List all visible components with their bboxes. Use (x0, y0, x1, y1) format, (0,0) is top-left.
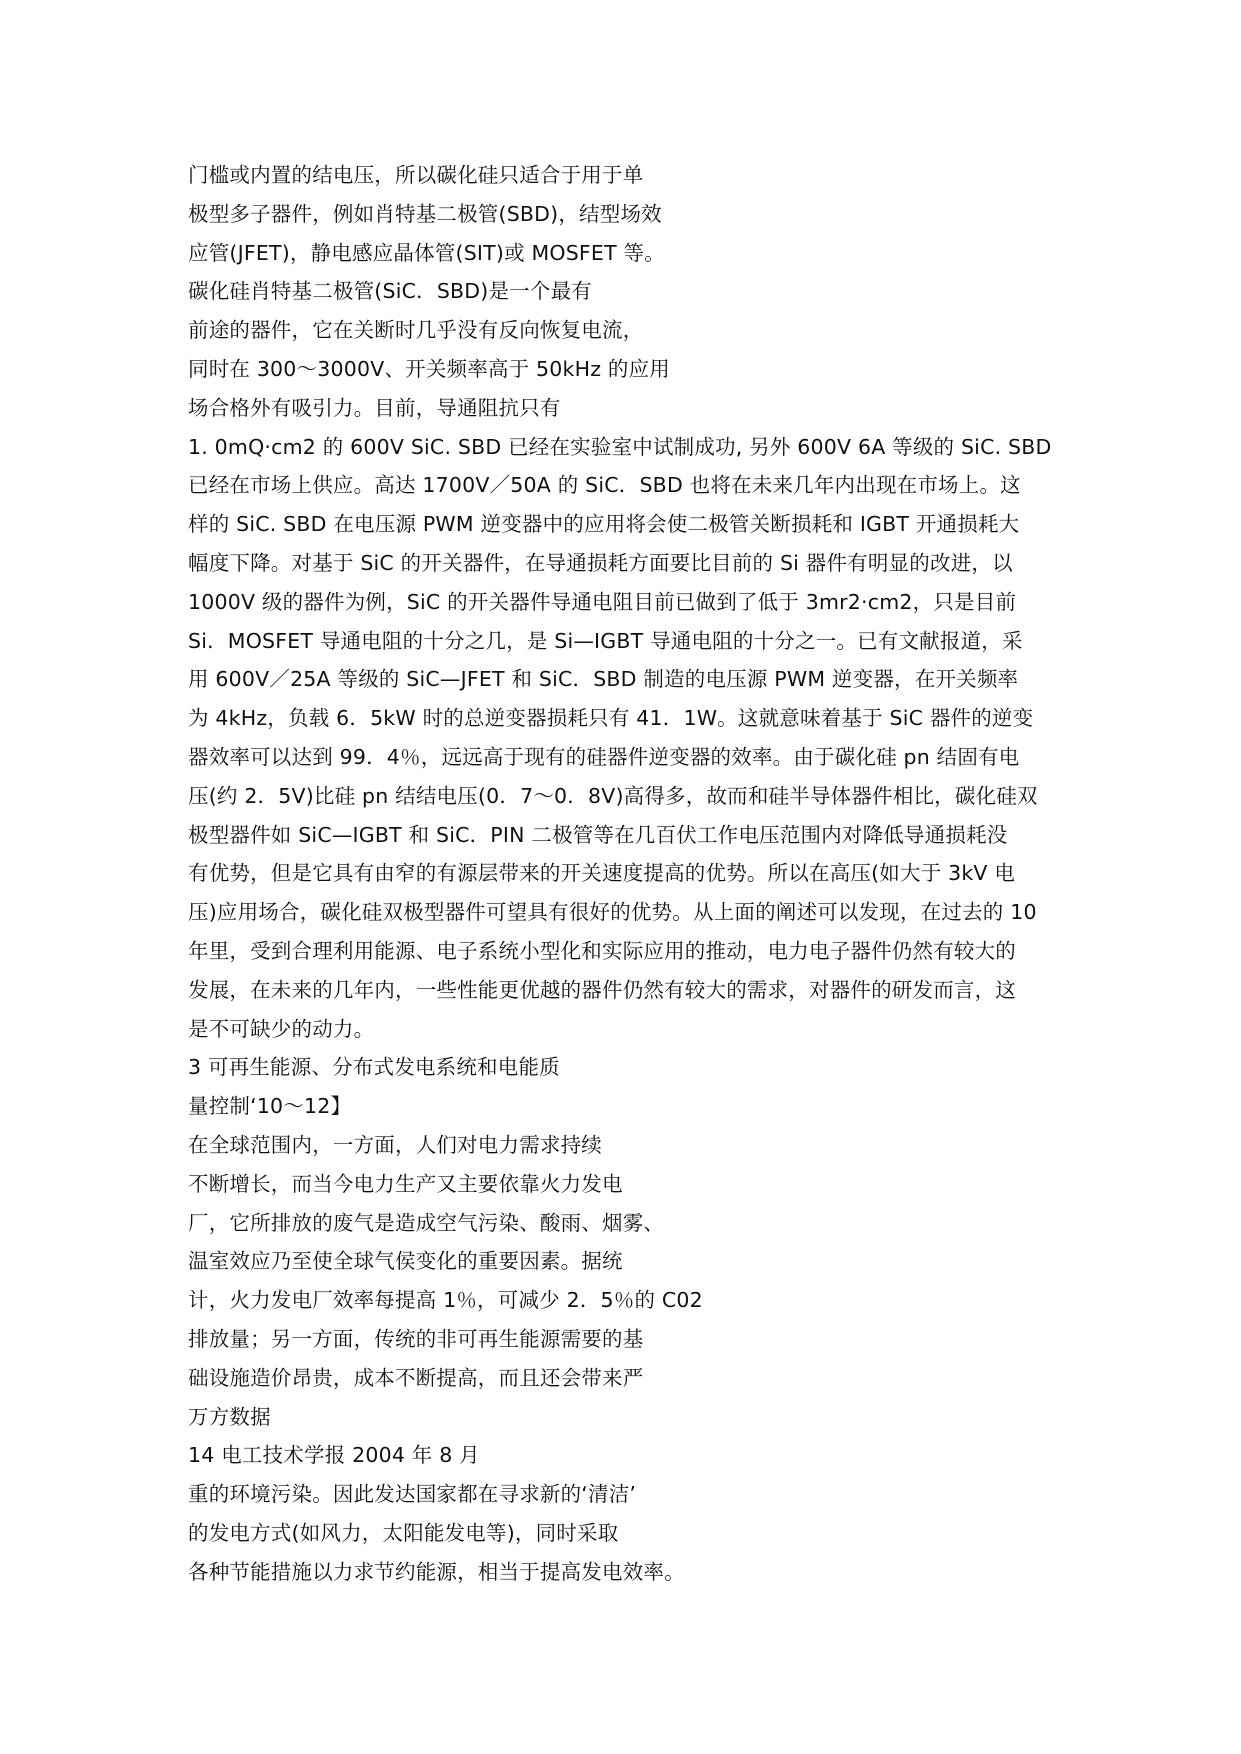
text-line: 排放量；另一方面，传统的非可再生能源需要的基 (188, 1326, 644, 1351)
text-line: 计，火力发电厂效率每提高 1％，可减少 2．5％的 C02 (188, 1288, 703, 1313)
text-line: 发展，在未来的几年内，一些性能更优越的器件仍然有较大的需求，对器件的研发而言，这 (188, 977, 1016, 1002)
text-line: 样的 SiC. SBD 在电压源 PWM 逆变器中的应用将会使二极管关断损耗和 IGBT 开通损耗大 (188, 512, 1020, 537)
text-line: 压)应用场合，碳化硅双极型器件可望具有很好的优势。从上面的阐述可以发现，在过去的 10 (188, 900, 1037, 925)
text-line: 厂，它所排放的废气是造成空气污染、酸雨、烟雾、 (188, 1210, 665, 1235)
page-header: 14 电工技术学报 2004 年 8 月 (188, 1443, 480, 1468)
text-line: 幅度下降。对基于 SiC 的开关器件，在导通损耗方面要比目前的 Si 器件有明显的改进，以 (188, 550, 1013, 575)
text-line: 前途的器件，它在关断时几乎没有反向恢复电流， (188, 318, 644, 343)
text-line: 是不可缺少的动力。 (188, 1016, 375, 1041)
text-line: 础设施造价昂贵，成本不断提高，而且还会带来严 (188, 1365, 644, 1390)
text-line: Si．MOSFET 导通电阻的十分之几，是 Si—IGBT 导通电阻的十分之一。已有文献报道，采 (188, 628, 1023, 653)
text-line: 门槛或内置的结电压，所以碳化硅只适合于用于单 (188, 163, 644, 187)
text-line: 极型器件如 SiC—IGBT 和 SiC．PIN 二极管等在几百伏工作电压范围内对降低导通损耗没 (188, 822, 1008, 847)
text-line: 压(约 2．5V)比硅 pn 结结电压(0．7～0．8V)高得多，故而和硅半导体器件相比，碳化硅双 (188, 783, 1038, 808)
text-line: 已经在市场上供应。高达 1700V／50A 的 SiC．SBD 也将在未来几年内出现在市场上。这 (188, 473, 1021, 498)
text-line: 用 600V／25A 等级的 SiC—JFET 和 SiC．SBD 制造的电压源 PWM 逆变器，在开关频率 (188, 667, 1019, 692)
text-line: 温室效应乃至使全球气侯变化的重要因素。据统 (188, 1249, 623, 1274)
text-line: 极型多子器件，例如肖特基二极管(SBD)，结型场效 (188, 201, 662, 226)
section-heading: 3 可再生能源、分布式发电系统和电能质 (188, 1055, 560, 1080)
watermark-text: 万方数据 (188, 1404, 271, 1429)
text-line: 各种节能措施以力求节约能源，相当于提高发电效率。 (188, 1559, 685, 1584)
text-line: 在全球范围内，一方面，人们对电力需求持续 (188, 1132, 602, 1157)
text-line: 1. 0mQ·cm2 的 600V SiC. SBD 已经在实验室中试制成功, 另外 600V 6A 等级的 SiC. SBD (188, 434, 1052, 459)
text-line: 1000V 级的器件为例，SiC 的开关器件导通电阻目前已做到了低于 3mr2·cm2，只是目前 (188, 589, 1017, 614)
text-line: 重的环境污染。因此发达国家都在寻求新的‘清洁’ (188, 1482, 637, 1507)
text-line: 碳化硅肖特基二极管(SiC．SBD)是一个最有 (188, 279, 592, 304)
document-body (188, 156, 1068, 1591)
section-heading: 量控制‘10～12】 (188, 1094, 352, 1119)
text-line: 有优势，但是它具有由窄的有源层带来的开关速度提高的优势。所以在高压(如大于 3kV 电 (188, 861, 1016, 886)
text-line: 器效率可以达到 99．4％，远远高于现有的硅器件逆变器的效率。由于碳化硅 pn 结固有电 (188, 744, 1020, 769)
text-line: 同时在 300～3000V、开关频率高于 50kHz 的应用 (188, 356, 671, 381)
text-line: 的发电方式(如风力，太阳能发电等)，同时采取 (188, 1520, 619, 1545)
text-line: 场合格外有吸引力。目前，导通阻抗只有 (188, 395, 561, 420)
text-line: 应管(JFET)，静电感应晶体管(SIT)或 MOSFET 等。 (188, 240, 665, 265)
text-line: 年里，受到合理利用能源、电子系统小型化和实际应用的推动，电力电子器件仍然有较大的 (188, 938, 1016, 963)
text-line: 不断增长，而当今电力生产又主要依靠火力发电 (188, 1171, 623, 1196)
text-line: 为 4kHz，负载 6．5kW 时的总逆变器损耗只有 41．1W。这就意味着基于 SiC 器件的逆变 (188, 706, 1034, 731)
